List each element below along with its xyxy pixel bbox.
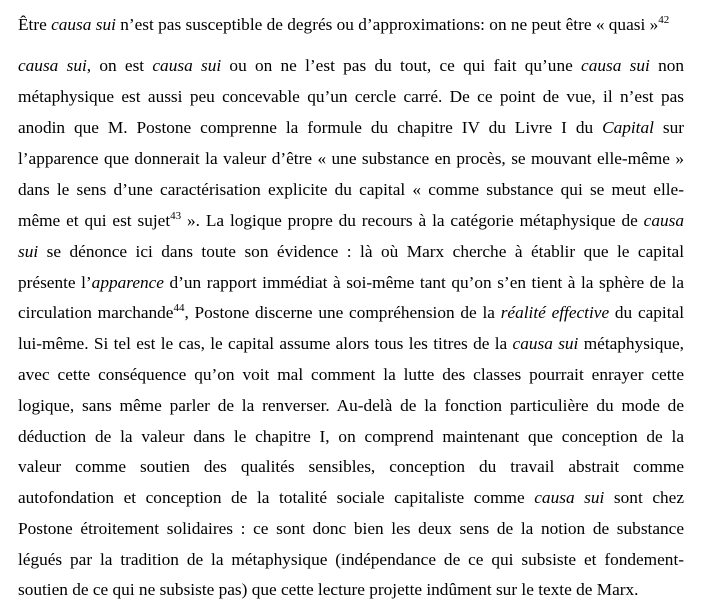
italic-text: sui <box>18 242 39 261</box>
text-line <box>18 456 684 478</box>
text-segment: d’un rapport immédiat à soi-même tant qu’on s’en tient à la sphère de la <box>163 273 684 292</box>
text-segment: présente l’ <box>18 273 92 292</box>
text-line <box>18 549 684 571</box>
text-line <box>18 241 684 263</box>
text-line <box>18 302 684 324</box>
text-segment: , on est <box>86 56 153 75</box>
italic-text: causa sui <box>51 15 116 34</box>
italic-text: apparence <box>91 273 164 292</box>
italic-text: causa sui <box>512 334 579 353</box>
italic-text: Capital <box>602 118 654 137</box>
text-segment: même et qui est sujet <box>18 211 171 230</box>
text-line <box>18 14 684 36</box>
italic-text: causa sui <box>534 488 605 507</box>
text-segment: n’est pas susceptible de degrés ou d’approximations: on ne peut être « quasi » <box>115 15 659 34</box>
text-segment: soutien de ce qui ne subsiste pas) que cette lecture projette indûment sur le texte de Marx. <box>18 580 639 599</box>
text-segment: logique, sans même parler de la renverser. Au-delà de la fonction particulière du mode de <box>18 396 684 415</box>
text-line <box>18 395 684 417</box>
text-line <box>18 518 684 540</box>
text-line <box>18 117 684 139</box>
italic-text: réalité effective <box>500 303 610 322</box>
text-line <box>18 148 684 170</box>
text-segment: autofondation et conception de la totalité sociale capitaliste comme <box>18 488 535 507</box>
text-segment: valeur comme soutien des qualités sensibles, conception du travail abstrait comme <box>18 457 684 476</box>
text-segment: , Postone discerne une compréhension de la <box>184 303 501 322</box>
text-line <box>18 210 684 232</box>
text-line <box>18 579 684 601</box>
text-segment: lui-même. Si tel est le cas, le capital assume alors tous les titres de la <box>18 334 513 353</box>
text-segment: métaphysique est aussi peu concevable qu’un cercle carré. De ce point de vue, il n’est pas <box>18 87 684 106</box>
text-line <box>18 364 684 386</box>
text-segment: se dénonce ici dans toute son évidence : là où Marx cherche à établir que le capital <box>38 242 684 261</box>
text-line <box>18 86 684 108</box>
text-line <box>18 487 684 509</box>
text-segment: avec cette conséquence qu’on voit mal comment la lutte des classes pourrait enrayer cette <box>18 365 684 384</box>
text-segment: l’apparence que donnerait la valeur d’être « une substance en procès, se mouvant elle-même » <box>18 149 684 168</box>
italic-text: causa sui <box>152 56 222 75</box>
text-segment: ou on ne l’est pas du tout, ce qui fait qu’une <box>221 56 582 75</box>
text-segment: métaphysique, <box>578 334 685 353</box>
italic-text: causa sui <box>581 56 650 75</box>
italic-text: causa <box>643 211 684 230</box>
text-segment: non <box>649 56 684 75</box>
text-segment: dans le sens d’une caractérisation explicite du capital « comme substance qui se meut elle- <box>18 180 684 199</box>
text-segment: Être <box>18 15 52 34</box>
text-line <box>18 272 684 294</box>
text-line <box>18 55 684 77</box>
text-segment: sont chez <box>604 488 684 507</box>
footnote-ref: 44 <box>173 302 185 315</box>
footnote-ref: 42 <box>658 14 670 27</box>
footnote-ref: 43 <box>170 210 182 223</box>
italic-text: causa sui <box>18 56 87 75</box>
text-segment: sur <box>653 118 684 137</box>
text-segment: Postone étroitement solidaires : ce sont donc bien les deux sens de la notion de substance <box>18 519 684 538</box>
text-segment: du capital <box>609 303 684 322</box>
text-segment: anodin que M. Postone comprenne la formule du chapitre IV du Livre I du <box>18 118 603 137</box>
text-segment: déduction de la valeur dans le chapitre I, on comprend maintenant que conception de la <box>18 427 684 446</box>
text-segment: légués par la tradition de la métaphysique (indépendance de ce qui subsiste et fondement- <box>18 550 684 569</box>
text-segment: circulation marchande <box>18 303 174 322</box>
text-segment: ». La logique propre du recours à la catégorie métaphysique de <box>181 211 644 230</box>
text-line <box>18 426 684 448</box>
text-line <box>18 333 684 355</box>
text-line <box>18 179 684 201</box>
